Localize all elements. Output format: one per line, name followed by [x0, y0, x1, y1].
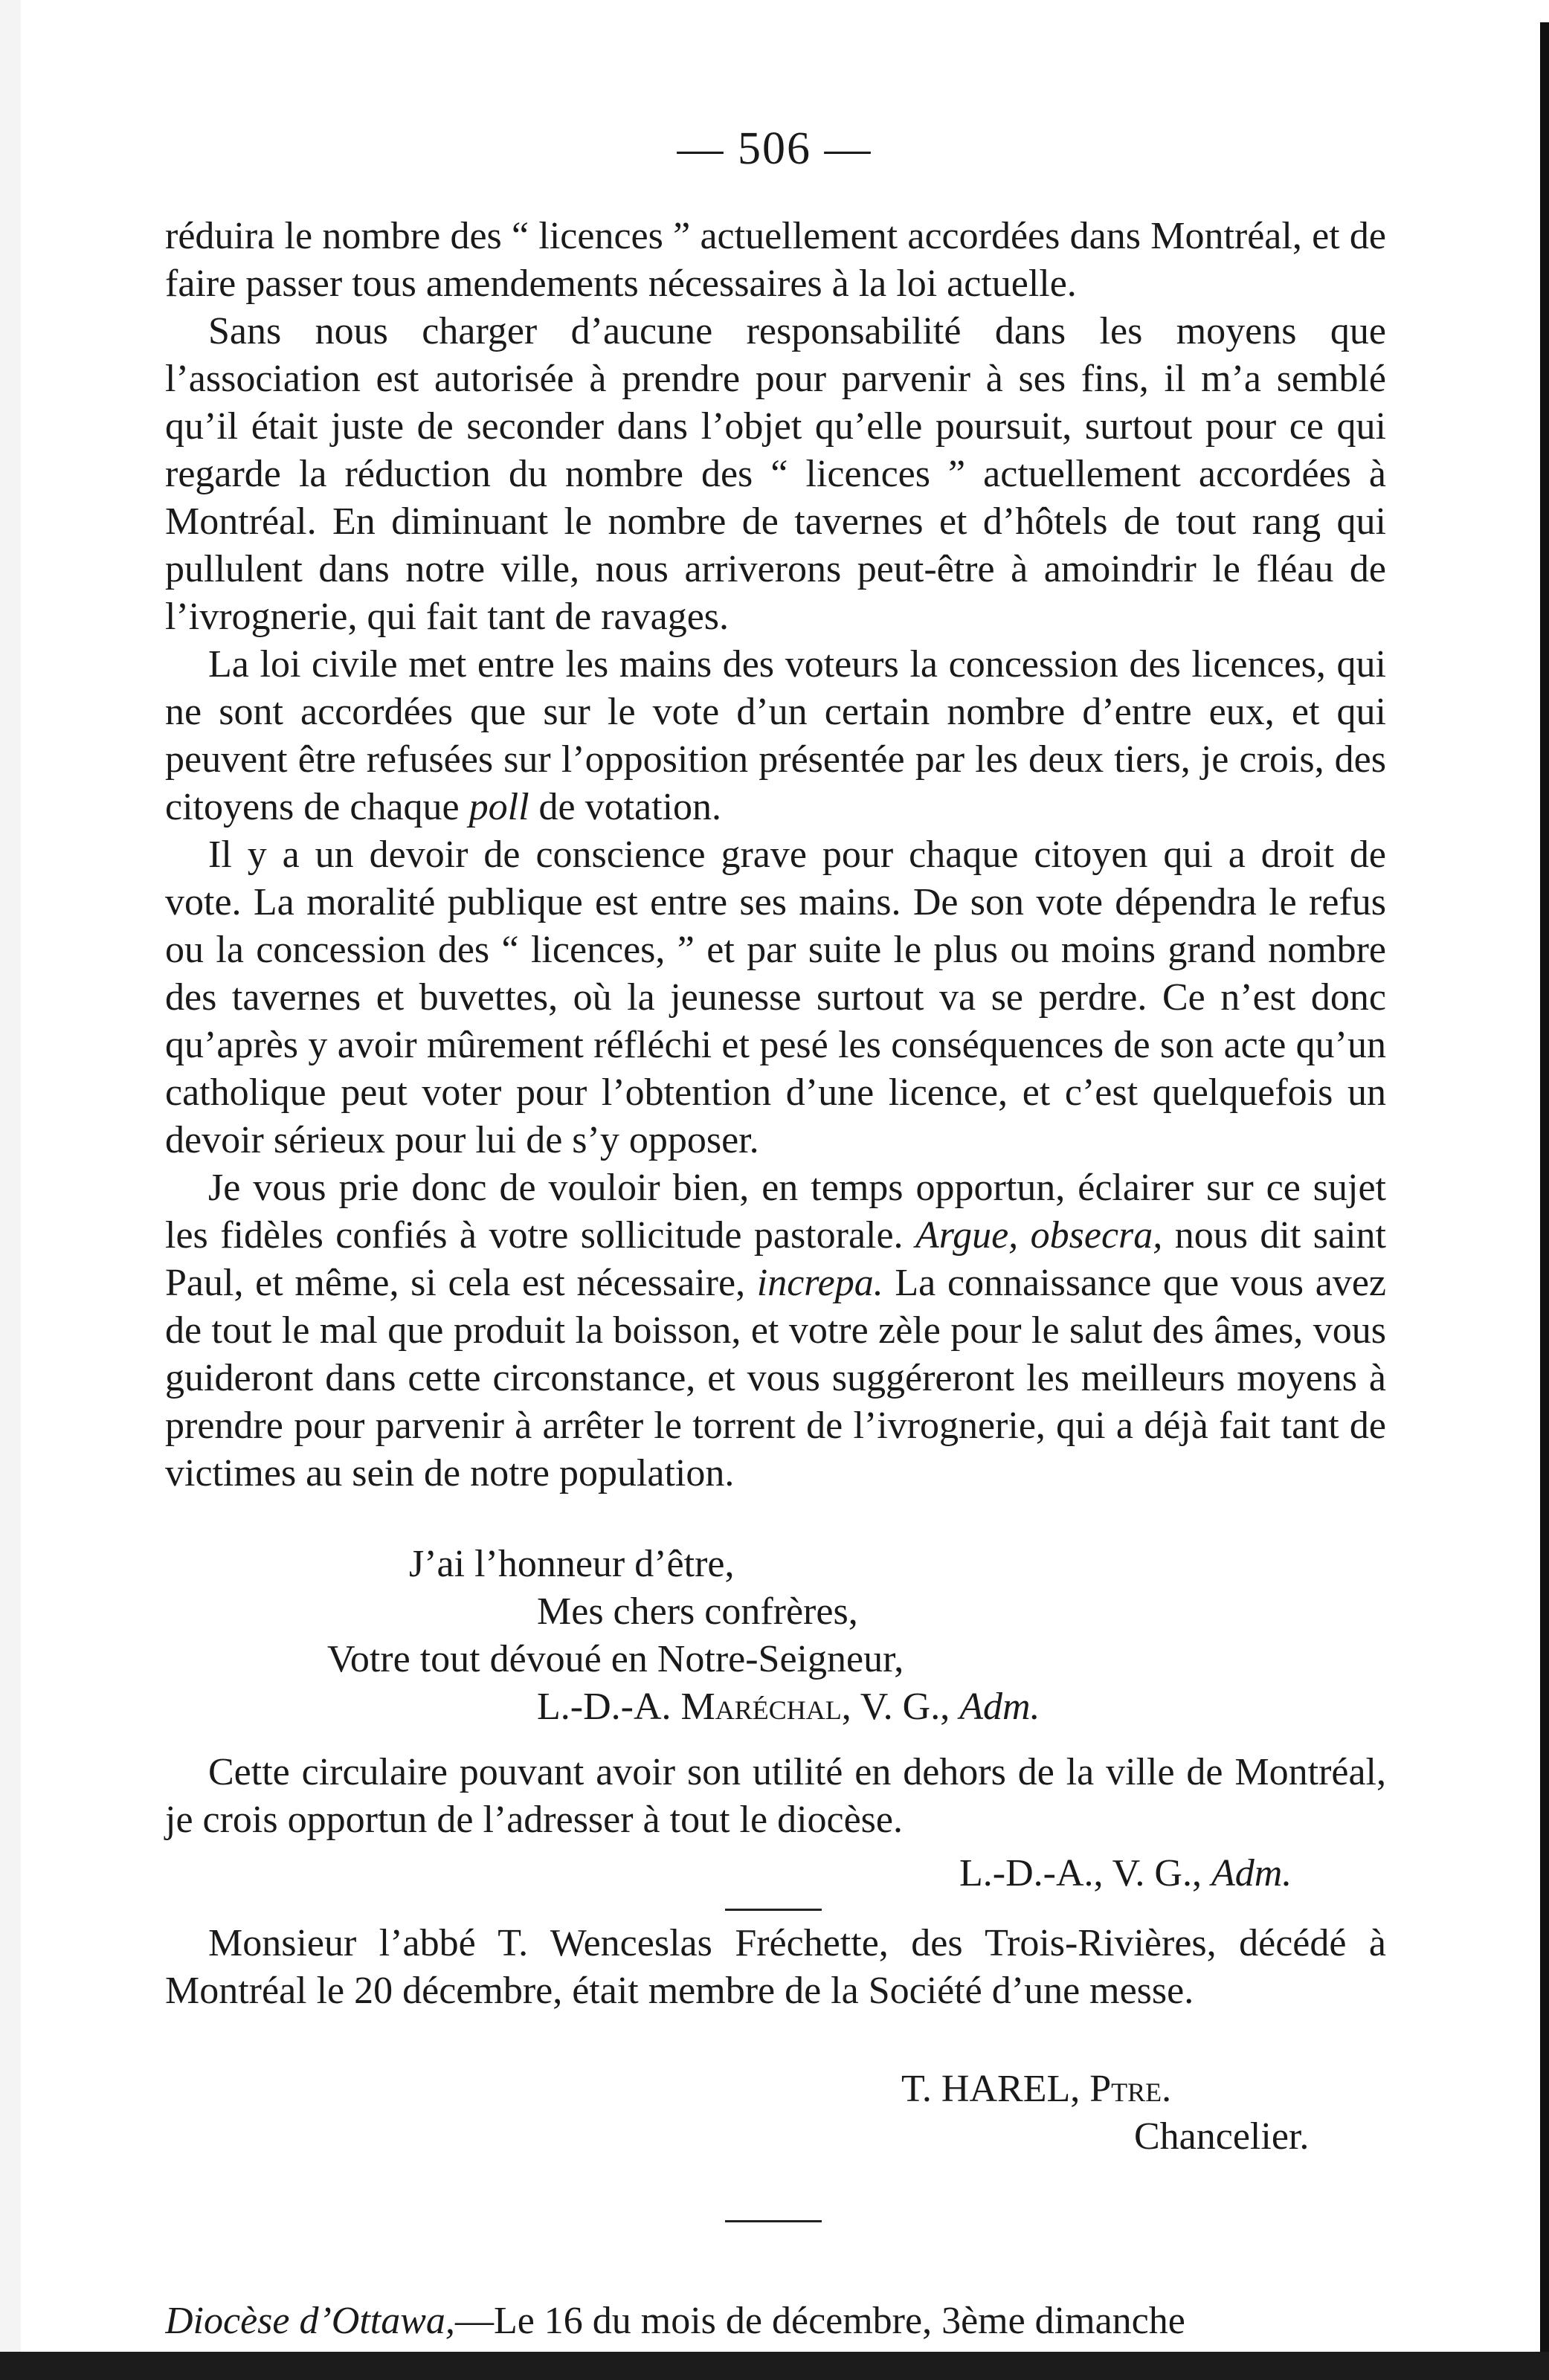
section-divider-1 [725, 1909, 822, 1911]
signature-name: L.-D.-A. Maréchal, [537, 1686, 851, 1728]
paragraph-5-text-c: La connaissance que vous avez de tout le mal que produit la boisson, et votre zèle pour le salut des âmes, vous guideront dans cette circonstance, et vous suggéreront les meilleurs moyens à prendre pour parvenir à arrêter le torrent de l’ivrognerie, qui a déjà fait tant de victimes au sein de notre population. [165, 1262, 1386, 1494]
paragraph-5-text-a: Je vous prie donc de vouloir bien, en temps opportun, éclairer sur ce sujet les fidèles confiés à votre sollicitude pastorale. [165, 1167, 1386, 1257]
note-signature-adm: Adm. [1211, 1852, 1292, 1894]
paragraph-5-latin-increpa: increpa. [756, 1262, 883, 1304]
page-right-edge [1540, 22, 1549, 2357]
note-signature-initials: L.-D.-A., V. G., [959, 1852, 1211, 1894]
closing-line-3: Votre tout dévoué en Notre-Seigneur, [327, 1638, 904, 1680]
paragraph-3-text-b: de votation. [529, 786, 722, 828]
obituary-notice: Monsieur l’abbé T. Wenceslas Fréchette, des Trois-Rivières, décédé à Montréal le 20 décembre, était membre de la Société d’une messe. [165, 1922, 1386, 2012]
paragraph-3-text-a: La loi civile met entre les mains des voteurs la concession des licences, qui ne sont accordées que sur le vote d’un certain nombre d’entre eux, et qui peuvent être refusées sur l’opposition présentée par les deux tiers, je crois, des citoyens de chaque [165, 643, 1386, 828]
page-left-edge [0, 0, 21, 2380]
notice-signature-title: Chancelier. [1134, 2115, 1310, 2158]
notice-signature [901, 2065, 1171, 2113]
paragraph-1: réduira le nombre des “ licences ” actuellement accordées dans Montréal, et de faire passer tous amendements nécessaires à la loi actuelle. [165, 215, 1386, 305]
paragraph-3-poll: poll [468, 786, 529, 828]
circular-note: Cette circulaire pouvant avoir son utilité en dehors de la ville de Montréal, je crois opportun de l’adresser à tout le diocèse. [165, 1751, 1386, 1841]
paragraph-4: Il y a un devoir de conscience grave pour chaque citoyen qui a droit de vote. La moralité publique est entre ses mains. De son vote dépendra le refus ou la concession des “ licences, ” et par suite le plus ou moins grand nombre des tavernes et buvettes, où la jeunesse surtout va se perdre. Ce n’est donc qu’après y avoir mûrement réfléchi et pesé les conséquences de son acte qu’un catholique peut voter pour l’obtention d’une licence, et c’est quelquefois un devoir sérieux pour lui de s’y opposer. [165, 833, 1386, 1161]
diocese-ottawa-line [165, 2297, 1386, 2345]
page-bottom-edge [0, 2352, 1549, 2380]
letter-body [165, 213, 1386, 1497]
diocese-heading: Diocèse d’Ottawa, [165, 2300, 455, 2342]
closing-line-1: J’ai l’honneur d’être, [409, 1543, 735, 1585]
paragraph-5-text-b: nous dit saint Paul, et même, si cela est nécessaire, [165, 1214, 1386, 1304]
paragraph-3 [165, 641, 1386, 831]
signature-adm: Adm. [959, 1686, 1040, 1728]
signature-title: V. G., [851, 1686, 960, 1728]
notice-signature-ptre: Ptre. [1089, 2068, 1172, 2110]
notice-signature-name: T. HAREL, [901, 2068, 1090, 2110]
page-number: — 506 — [677, 123, 872, 174]
closing-signature [537, 1683, 1040, 1731]
diocese-text: —Le 16 du mois de décembre, 3ème dimanche [454, 2300, 1185, 2342]
closing-line-2: Mes chers confrères, [537, 1590, 858, 1633]
circular-note-signature [959, 1850, 1292, 1897]
paragraph-2: Sans nous charger d’aucune responsabilité dans les moyens que l’association est autorisée à prendre pour parvenir à ses fins, il m’a semblé qu’il était juste de seconder dans l’objet qu’elle poursuit, surtout pour ce qui regarde la réduction du nombre des “ licences ” actuellement accordées à Montréal. En diminuant le nombre de tavernes et d’hôtels de tout rang qui pullulent dans notre ville, nous arriverons peut-être à amoindrir le fléau de l’ivrognerie, qui fait tant de ravages. [165, 310, 1386, 638]
paragraph-5 [165, 1164, 1386, 1497]
paragraph-5-latin-argue: Argue, obsecra, [915, 1214, 1163, 1257]
section-divider-2 [725, 2220, 822, 2222]
